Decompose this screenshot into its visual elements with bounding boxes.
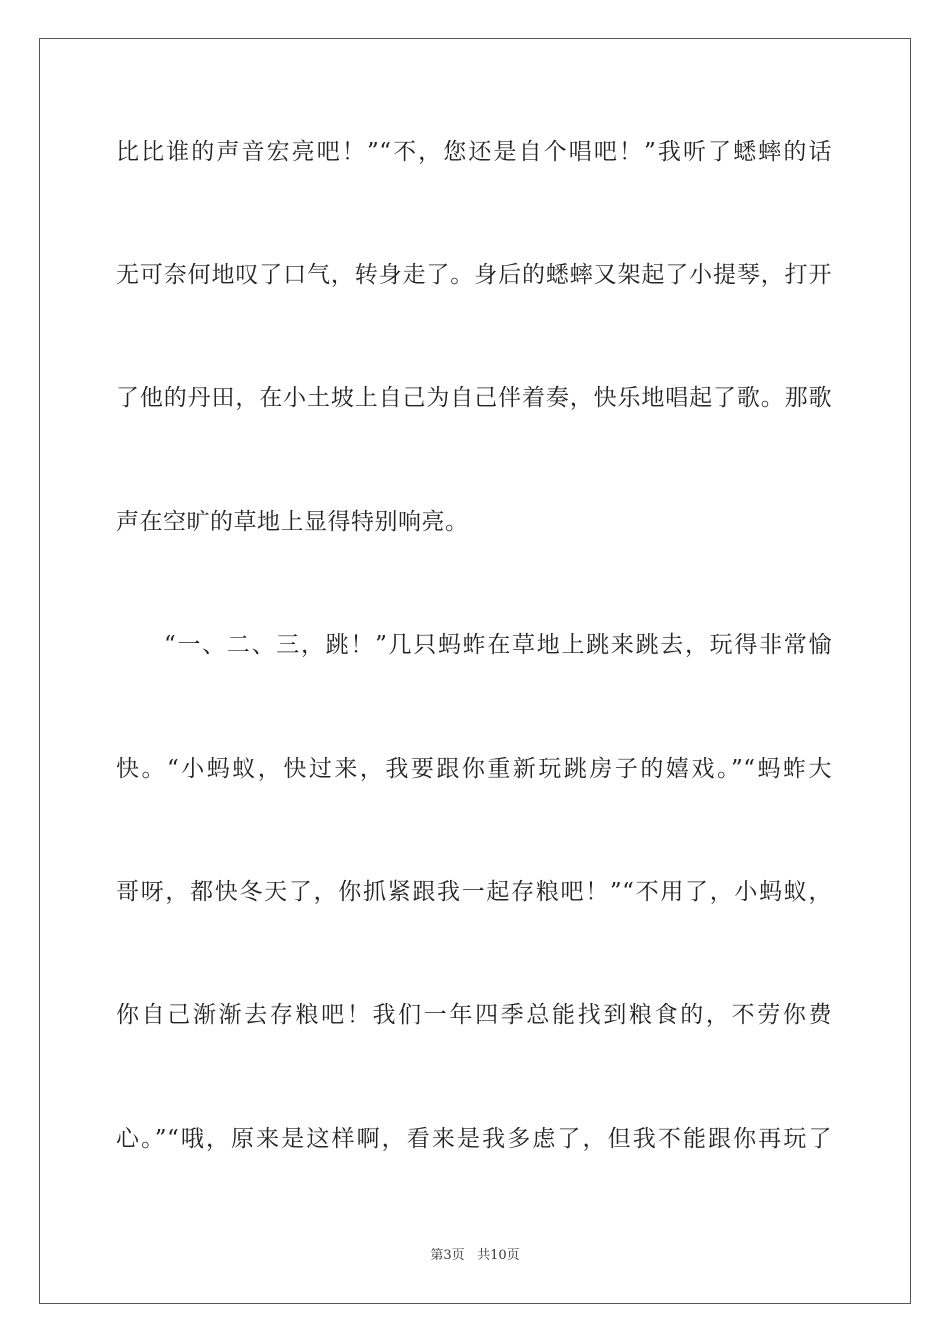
body-line-7: 哥呀，都快冬天了，你抓紧跟我一起存粮吧！”“不用了，小蚂蚁， xyxy=(116,879,832,905)
body-line-1: 比比谁的声音宏亮吧！”“不，您还是自个唱吧！”我听了蟋蟀的话 xyxy=(116,139,832,165)
body-line-3: 了他的丹田，在小土坡上自己为自己伴着奏，快乐地唱起了歌。那歌 xyxy=(116,385,832,411)
body-line-9: 心。”“哦，原来是这样啊，看来是我多虑了，但我不能跟你再玩了 xyxy=(116,1126,832,1152)
body-line-2: 无可奈何地叹了口气，转身走了。身后的蟋蟀又架起了小提琴，打开 xyxy=(116,262,832,288)
body-line-5: “一、二、三，跳！”几只蚂蚱在草地上跳来跳去，玩得非常愉 xyxy=(164,632,832,658)
page-border xyxy=(39,38,911,1304)
page-footer xyxy=(0,1247,950,1265)
body-line-8: 你自己渐渐去存粮吧！我们一年四季总能找到粮食的，不劳你费 xyxy=(116,1002,832,1028)
page-total: 共10页 xyxy=(477,1248,520,1263)
page-number: 第3页 xyxy=(430,1248,465,1263)
body-line-6: 快。“小蚂蚁，快过来，我要跟你重新玩跳房子的嬉戏。”“蚂蚱大 xyxy=(116,756,832,782)
body-line-4: 声在空旷的草地上显得特别响亮。 xyxy=(116,509,469,535)
